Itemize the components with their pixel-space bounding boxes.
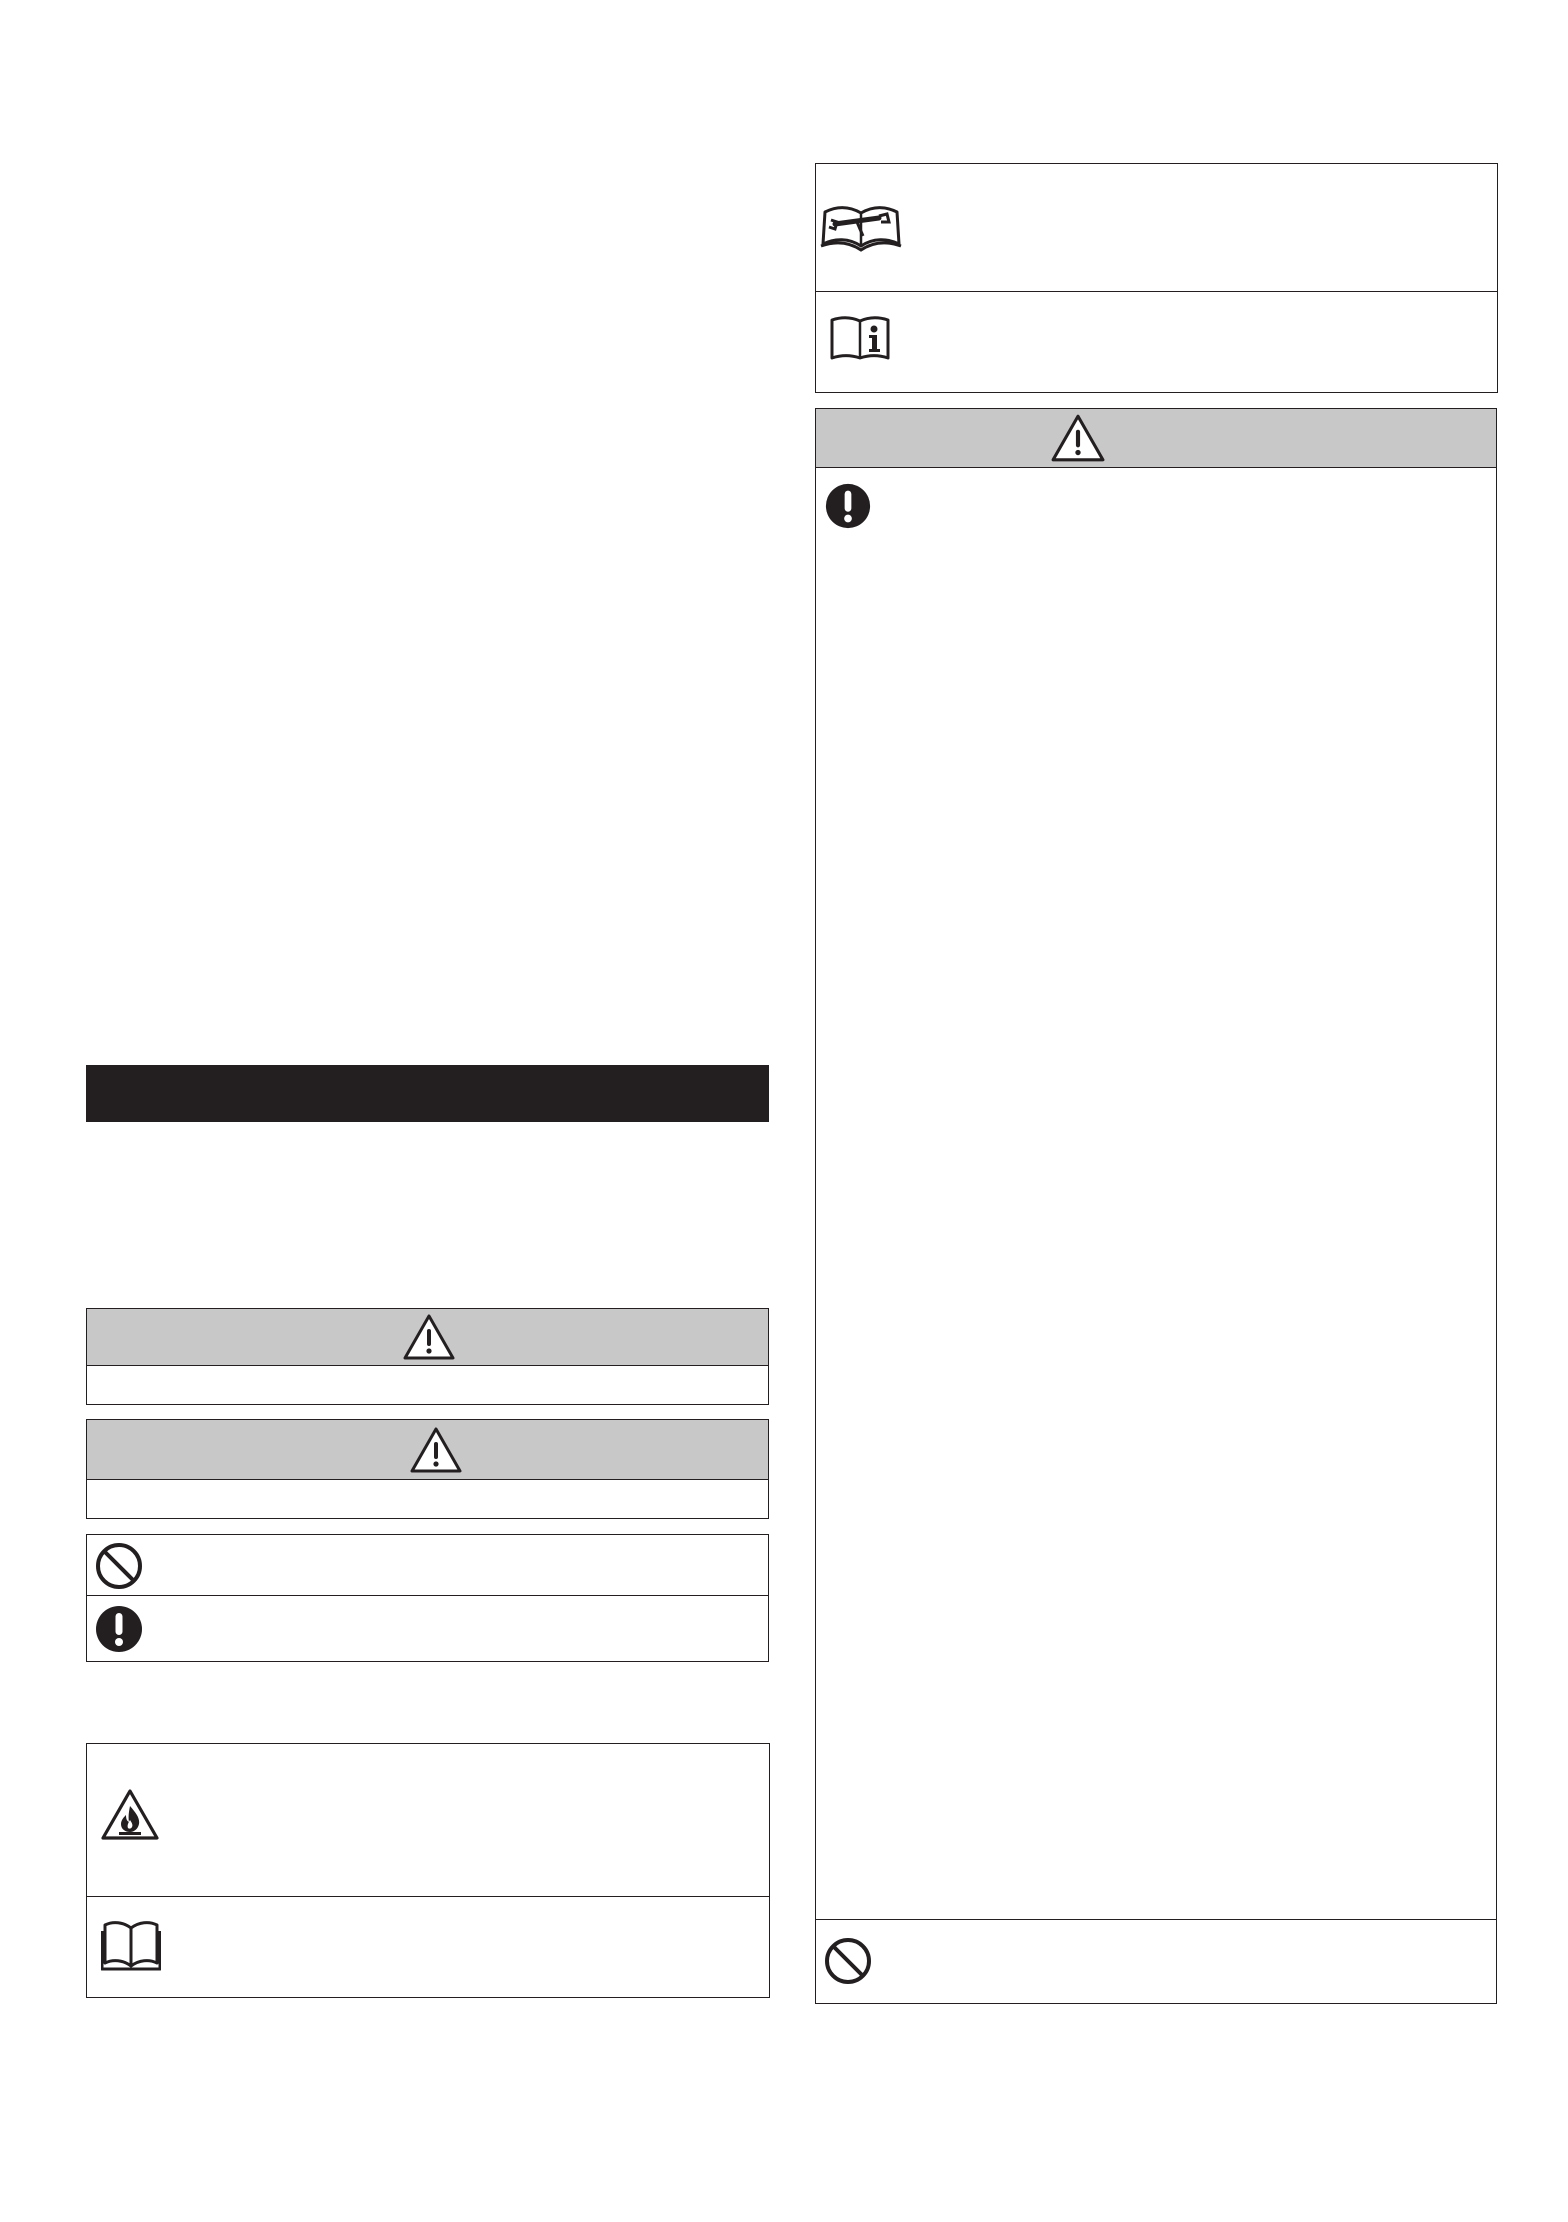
section-heading-bar: [86, 1065, 769, 1122]
warning-box-1: [86, 1308, 769, 1405]
divider: [816, 291, 1497, 292]
warning-panel-header: [816, 409, 1496, 468]
divider: [87, 1595, 768, 1596]
warning-box-2: [86, 1419, 769, 1519]
read-manual-icon: [101, 1919, 161, 1971]
manual-legend-table: [815, 163, 1498, 393]
prohibited-icon: [823, 1936, 873, 1986]
warning-triangle-icon: [402, 1313, 456, 1361]
divider: [816, 1919, 1496, 1920]
warning-box-header: [87, 1420, 768, 1480]
divider: [87, 1896, 769, 1897]
information-manual-icon: [829, 314, 891, 362]
warning-triangle-icon: [409, 1426, 463, 1474]
flammable-warning-icon: [100, 1788, 160, 1842]
warning-triangle-icon: [1050, 413, 1106, 463]
mandatory-action-icon: [824, 482, 872, 530]
service-manual-icon: [819, 200, 903, 254]
mandatory-action-icon: [94, 1604, 144, 1654]
warning-box-header: [87, 1309, 768, 1366]
label-legend-table: [86, 1743, 770, 1998]
prohibited-icon: [94, 1541, 144, 1591]
warning-panel: [815, 408, 1497, 2004]
symbol-legend-table: [86, 1534, 769, 1662]
